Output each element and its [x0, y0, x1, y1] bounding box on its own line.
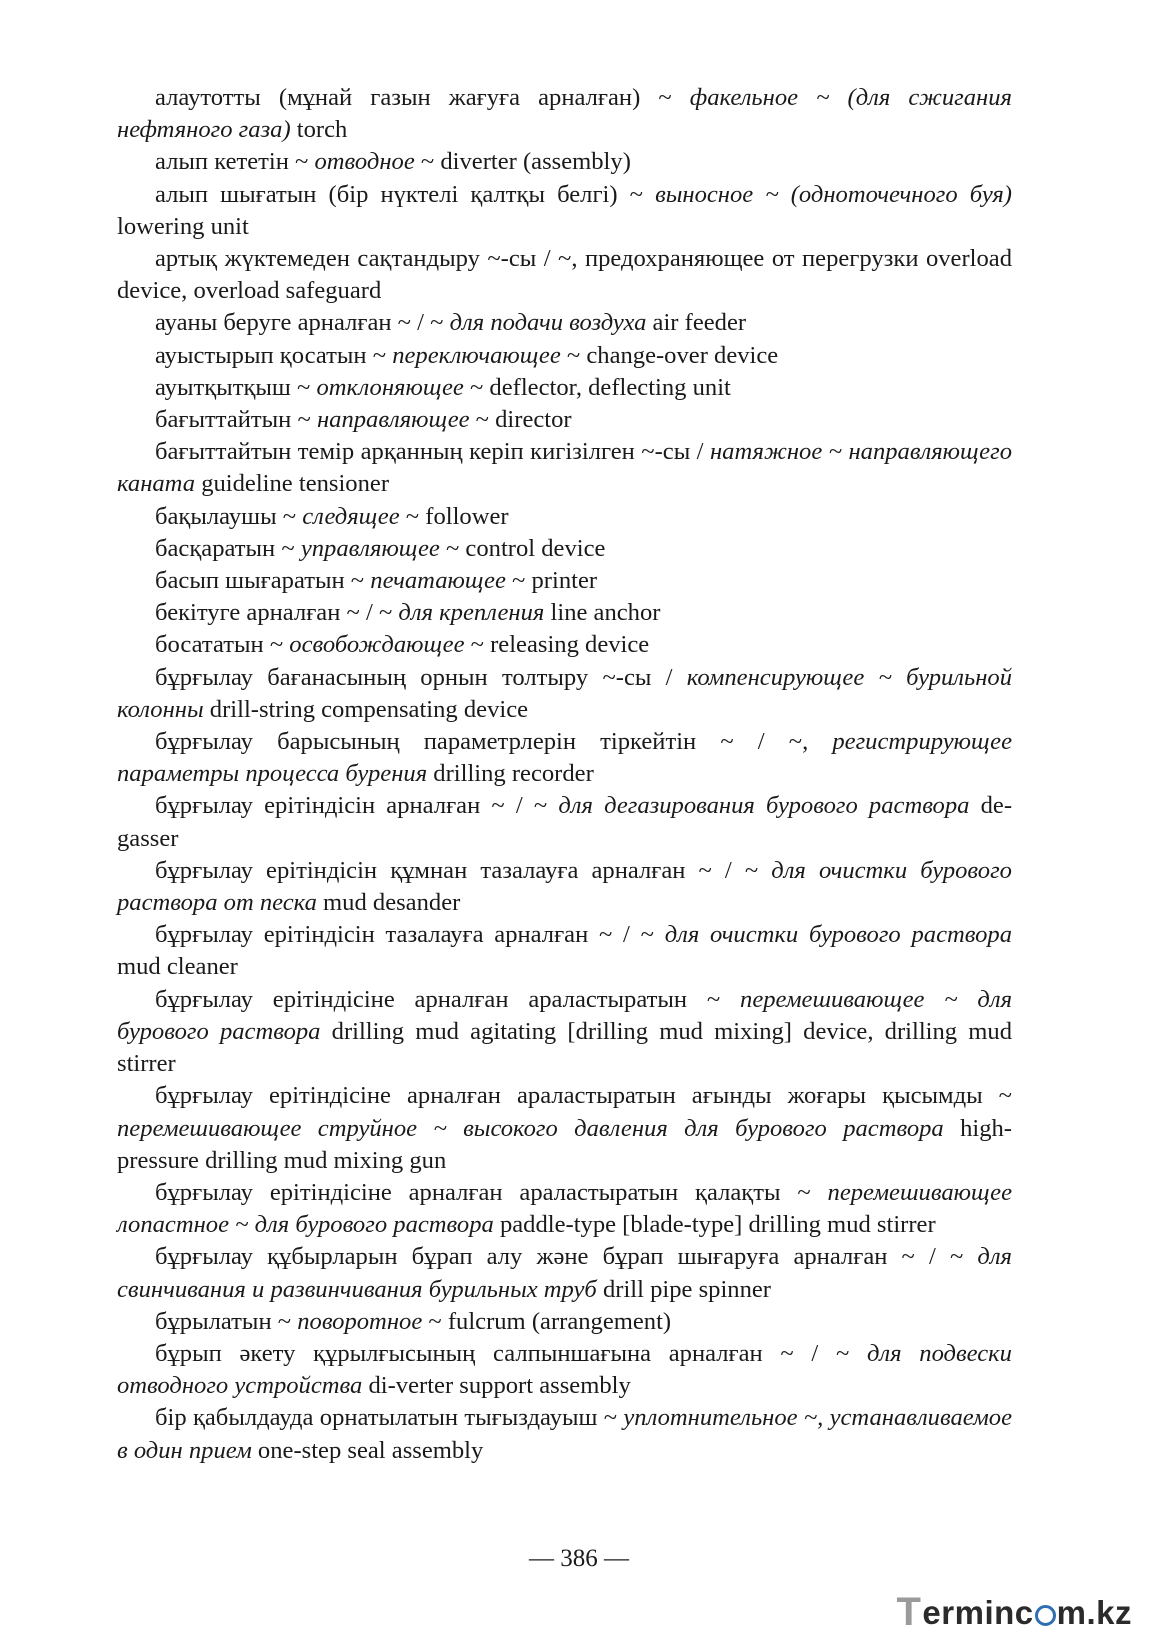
entry-text: бақылаушы ~ [155, 502, 303, 530]
entry-russian-term: перемешивающее струйное ~ высокого давления для бурового раствора [117, 1114, 944, 1142]
entry-text: air feeder [646, 309, 747, 337]
dictionary-entry [117, 404, 1012, 436]
dictionary-entry [117, 984, 1012, 1081]
dictionary-entry [117, 1241, 1012, 1305]
dictionary-entry [117, 790, 1012, 854]
entry-text: ~ deflector, deflecting unit [463, 373, 731, 401]
dictionary-entry [117, 372, 1012, 404]
entry-text: басқаратын ~ [155, 534, 301, 562]
entry-russian-term: уплотнительное ~, устанавливаемое в один прием [117, 1404, 1012, 1464]
entry-text: бұрғылау барысының параметрлерін тіркейтін ~ / ~, [155, 728, 833, 756]
entry-text: бұрылатын ~ [155, 1307, 298, 1335]
page-number: — 386 — [529, 1545, 629, 1572]
entry-text: бұрғылау ерітіндісін құмнан тазалауға арналған ~ / ~ [155, 856, 772, 884]
entry-russian-term: отклоняющее [316, 373, 464, 401]
entry-russian-term: для очистки бурового раствора от песка [117, 856, 1012, 917]
dictionary-entry [117, 146, 1012, 178]
entry-russian-term: отводное [314, 148, 415, 176]
entry-text: бұрып әкету құрылғысының салпыншағына арналған ~ / ~ [155, 1339, 867, 1367]
entry-text: di-verter support assembly [362, 1372, 631, 1400]
entry-text: mud desander [316, 889, 461, 917]
entry-text: de-gasser [117, 792, 1013, 852]
dictionary-entry [117, 533, 1012, 565]
entry-russian-term: управляющее [300, 534, 440, 562]
entry-russian-term: поворотное [297, 1307, 423, 1335]
logo-text: erminc [922, 1593, 1034, 1631]
entry-text: бекітуге арналған ~ / ~ [155, 599, 399, 627]
logo-circle-icon [1035, 1605, 1056, 1626]
entry-text: one-step seal assembly [251, 1436, 484, 1464]
dictionary-entry [117, 662, 1012, 726]
entry-text: ~ diverter (assembly) [414, 148, 631, 176]
entry-text: drilling mud agitating [drilling mud mixing] device, drilling mud stirrer [117, 1017, 1012, 1078]
entry-text: drill pipe spinner [596, 1275, 771, 1303]
entry-text: алып шығатын (бір нүктелі қалтқы белгі) ~ [155, 180, 656, 208]
entry-text: ~ change-over device [560, 341, 779, 369]
entry-text: ~ releasing device [464, 631, 650, 659]
dictionary-entry [117, 629, 1012, 661]
dictionary-entry [117, 340, 1012, 372]
entry-russian-term: для дегазирования бурового раствора [558, 792, 970, 820]
entry-russian-term: для свинчивания и развинчивания бурильных труб [117, 1243, 1012, 1303]
entry-text: ауаны беруге арналған ~ / ~ [155, 309, 450, 337]
entry-text: ~ director [469, 406, 572, 434]
entry-russian-term: регистрирующее параметры процесса бурения [117, 728, 1012, 788]
entry-text: алып кететін ~ [155, 148, 315, 176]
dictionary-entry [117, 1402, 1012, 1466]
dictionary-entry [117, 501, 1012, 533]
entry-russian-term: освобождающее [289, 631, 465, 659]
dictionary-entry [117, 82, 1012, 146]
entry-text: бұрғылау ерітіндісіне арналған араластыратын ағынды жоғары қысымды ~ [155, 1082, 1012, 1110]
entry-text: басып шығаратын ~ [155, 567, 371, 595]
entry-russian-term: для очистки бурового раствора [664, 921, 1012, 949]
entry-russian-term: выносное ~ (одноточечного буя) [655, 180, 1012, 208]
entry-russian-term: компенсирующее ~ бурильной колонны [117, 663, 1013, 723]
entry-text: mud cleaner [117, 953, 238, 981]
entry-russian-term: натяжное ~ направляющего каната [117, 438, 1012, 498]
entry-text: бағыттайтын ~ [155, 406, 317, 434]
entry-russian-term: печатающее [370, 567, 506, 595]
entry-text: drilling recorder [427, 760, 594, 788]
dictionary-entry [117, 726, 1012, 790]
dictionary-entry [117, 855, 1012, 919]
entry-text: ~ follower [399, 502, 509, 530]
dictionary-entry [117, 1306, 1012, 1338]
entry-text: ауытқытқыш ~ [155, 373, 317, 401]
entry-russian-term: переключающее [392, 341, 561, 369]
entry-text: бұрғылау ерітіндісін тазалауға арналған ~ / ~ [155, 921, 665, 949]
entry-russian-term: для подвески отводного устройства [117, 1339, 1012, 1400]
entry-text: high-pressure drilling mud mixing gun [117, 1114, 1012, 1174]
dictionary-entry [117, 1338, 1012, 1402]
entry-text: ~ printer [505, 567, 598, 595]
entry-text: босататын ~ [155, 631, 290, 659]
entry-text: line anchor [544, 599, 661, 627]
entry-russian-term: факельное ~ (для сжигания нефтяного газа) [117, 84, 1012, 144]
entry-text: torch [290, 116, 348, 144]
entry-text: бұрғылау ерітіндісіне арналған араластыратын қалақты ~ [155, 1178, 828, 1206]
dictionary-entry [117, 307, 1012, 339]
logo-domain: m.kz [1056, 1593, 1132, 1631]
entry-text: ~ control device [439, 534, 606, 562]
dictionary-entry [117, 1080, 1012, 1177]
entry-text: ауыстырып қосатын ~ [155, 341, 393, 369]
entry-russian-term: для крепления [398, 599, 545, 627]
dictionary-entry [117, 243, 1012, 307]
logo-t-glyph: T [896, 1590, 922, 1634]
dictionary-entry [117, 919, 1012, 983]
entry-text: бұрғылау бағанасының орнын толтыру ~-сы / [155, 663, 687, 691]
dictionary-entry [117, 1177, 1012, 1241]
entry-russian-term: перемешивающее ~ для бурового раствора [117, 985, 1013, 1045]
dictionary-entry [117, 179, 1012, 243]
entry-text: paddle-type [blade-type] drilling mud stirrer [493, 1211, 936, 1239]
entry-text: guideline tensioner [195, 470, 390, 498]
entry-text: drill-string compensating device [203, 695, 529, 723]
entry-russian-term: направляющее [316, 406, 470, 434]
dictionary-entries [117, 82, 1012, 1467]
dictionary-entry [117, 436, 1012, 500]
entry-text: бұрғылау құбырларын бұрап алу және бұрап шығаруға арналған ~ / ~ [155, 1243, 978, 1271]
entry-text: бұрғылау ерітіндісіне арналған араластыратын ~ [155, 985, 741, 1013]
entry-text: бұрғылау ерітіндісін арналған ~ / ~ [155, 792, 559, 820]
terminco-logo [896, 1590, 1132, 1635]
dictionary-entry [117, 565, 1012, 597]
entry-russian-term: для подачи воздуха [449, 309, 647, 337]
entry-text: бір қабылдауда орнатылатын тығыздауыш ~ [155, 1404, 624, 1432]
entry-text: ~ fulcrum (arrangement) [422, 1307, 672, 1335]
entry-text: алаутотты (мұнай газын жағуға арналған) ~ [155, 84, 690, 111]
entry-russian-term: следящее [302, 502, 400, 530]
entry-text: артық жүктемеден сақтандыру ~-сы / ~, предохраняющее от перегрузки overload device, overload safeguard [117, 245, 1012, 305]
entry-russian-term: перемешивающее лопастное ~ для бурового раствора [117, 1178, 1012, 1239]
dictionary-entry [117, 597, 1012, 629]
entry-text: lowering unit [117, 212, 249, 240]
entry-text: бағыттайтын темір арқанның керіп кигізілген ~-сы / [155, 438, 710, 466]
